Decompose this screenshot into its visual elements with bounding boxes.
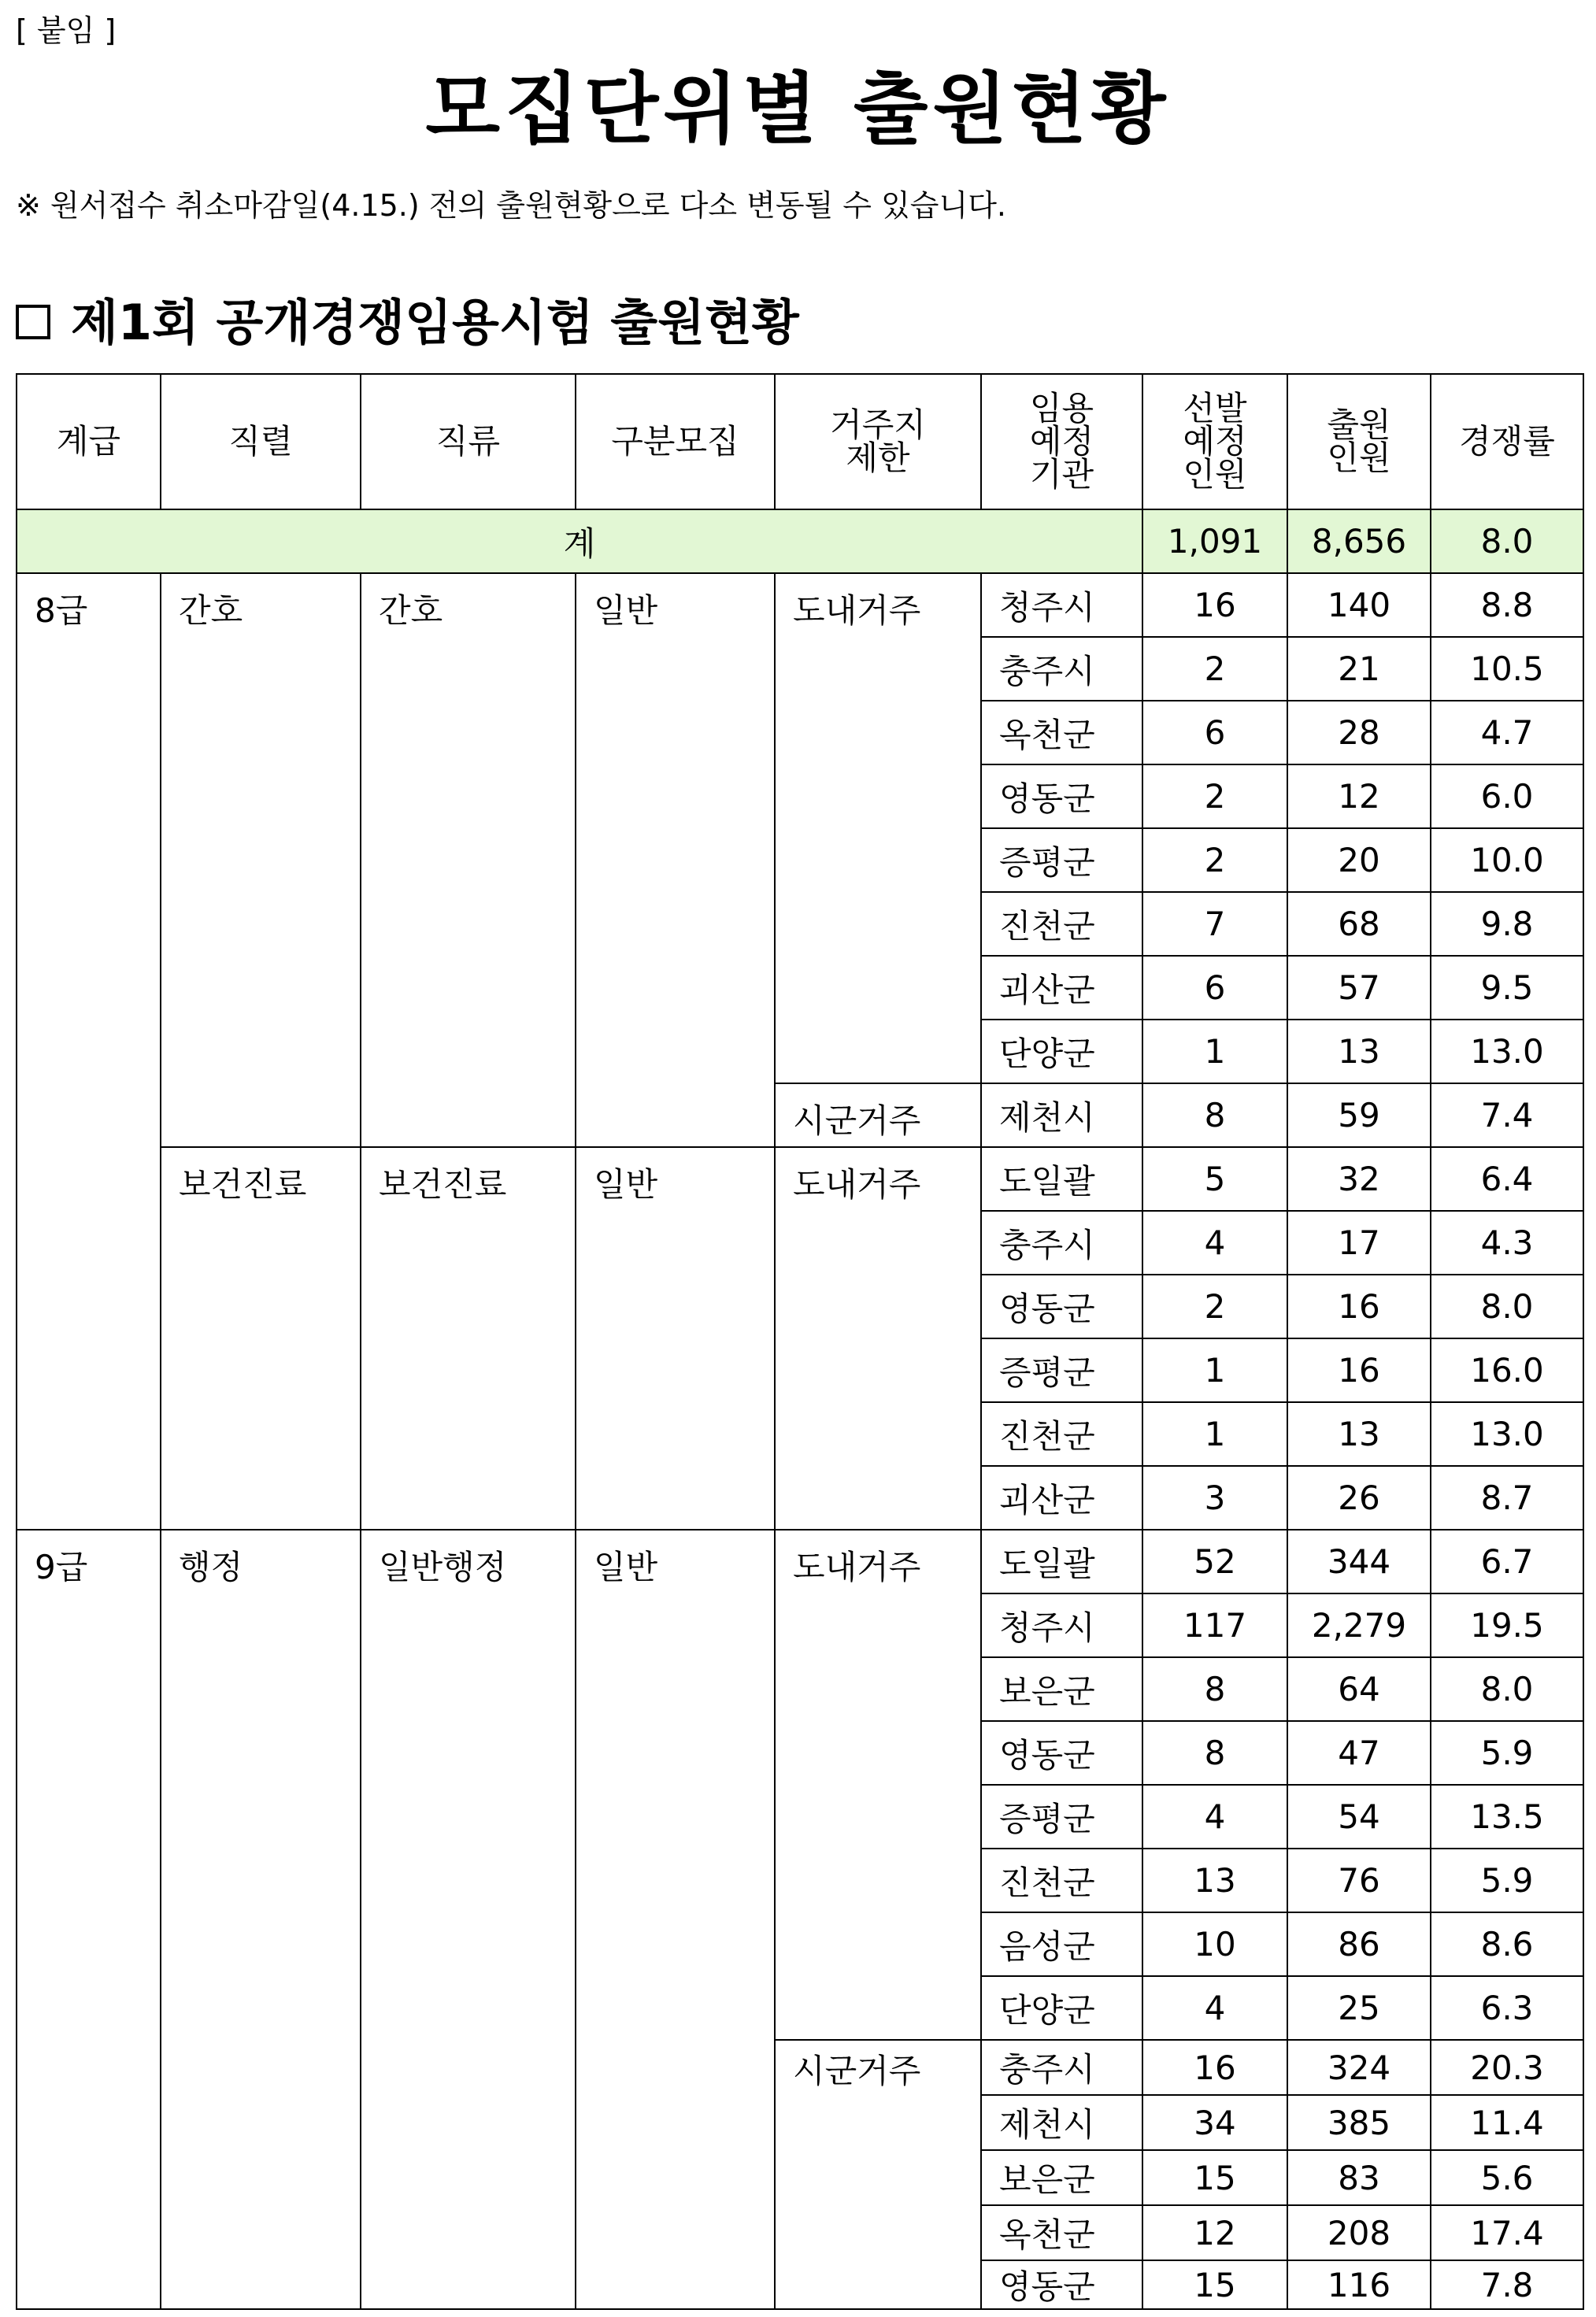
- applicants-cell: 64: [1287, 1657, 1431, 1721]
- planned-cell: 6: [1142, 956, 1287, 1020]
- agency-cell: 도일괄: [981, 1530, 1142, 1593]
- recruit-type-cell: 일반: [576, 1530, 775, 2309]
- header-ratio: 경쟁률: [1431, 374, 1583, 509]
- agency-cell: 진천군: [981, 892, 1142, 956]
- applicants-cell: 32: [1287, 1147, 1431, 1211]
- grade-cell: 8급: [17, 573, 161, 1530]
- table-row: [17, 1147, 1583, 1211]
- ratio-cell: 4.3: [1431, 1211, 1583, 1275]
- ratio-cell: 10.0: [1431, 828, 1583, 892]
- ratio-cell: 11.4: [1431, 2095, 1583, 2150]
- header-applicants: 출원 인원: [1287, 374, 1431, 509]
- notice-text: ※ 원서접수 취소마감일(4.15.) 전의 출원현황으로 다소 변동될 수 있습니다.: [16, 188, 1007, 223]
- applicants-cell: 47: [1287, 1721, 1431, 1785]
- agency-cell: 단양군: [981, 1020, 1142, 1083]
- planned-cell: 2: [1142, 828, 1287, 892]
- planned-cell: 15: [1142, 2260, 1287, 2309]
- header-class: 직류: [361, 374, 576, 509]
- agency-cell: 영동군: [981, 1275, 1142, 1338]
- agency-cell: 청주시: [981, 573, 1142, 637]
- agency-cell: 단양군: [981, 1976, 1142, 2040]
- planned-cell: 2: [1142, 1275, 1287, 1338]
- planned-cell: 2: [1142, 764, 1287, 828]
- agency-cell: 진천군: [981, 1849, 1142, 1912]
- applicants-cell: 116: [1287, 2260, 1431, 2309]
- recruit-type-cell: 일반: [576, 1147, 775, 1530]
- applicants-cell: 13: [1287, 1020, 1431, 1083]
- applicants-cell: 344: [1287, 1530, 1431, 1593]
- applicants-cell: 140: [1287, 573, 1431, 637]
- ratio-cell: 13.0: [1431, 1020, 1583, 1083]
- applicants-cell: 20: [1287, 828, 1431, 892]
- total-label: 계: [17, 509, 1142, 573]
- applicants-cell: 68: [1287, 892, 1431, 956]
- applicants-cell: 13: [1287, 1402, 1431, 1466]
- header-series: 직렬: [161, 374, 361, 509]
- table-row: [17, 573, 1583, 637]
- agency-cell: 제천시: [981, 2095, 1142, 2150]
- agency-cell: 괴산군: [981, 956, 1142, 1020]
- planned-cell: 8: [1142, 1657, 1287, 1721]
- grade-cell: 9급: [17, 1530, 161, 2309]
- header-grade: 계급: [17, 374, 161, 509]
- total-applicants: 8,656: [1287, 509, 1431, 573]
- residence-cell: 시군거주: [775, 2040, 981, 2309]
- planned-cell: 4: [1142, 1785, 1287, 1849]
- recruit-type-cell: 일반: [576, 573, 775, 1147]
- agency-cell: 보은군: [981, 1657, 1142, 1721]
- ratio-cell: 5.9: [1431, 1849, 1583, 1912]
- ratio-cell: 5.6: [1431, 2150, 1583, 2205]
- ratio-cell: 9.8: [1431, 892, 1583, 956]
- agency-cell: 영동군: [981, 1721, 1142, 1785]
- agency-cell: 증평군: [981, 1338, 1142, 1402]
- ratio-cell: 13.5: [1431, 1785, 1583, 1849]
- ratio-cell: 7.8: [1431, 2260, 1583, 2309]
- header-planned: 선발 예정 인원: [1142, 374, 1287, 509]
- class-cell: 간호: [361, 573, 576, 1147]
- series-cell: 보건진료: [161, 1147, 361, 1530]
- planned-cell: 16: [1142, 573, 1287, 637]
- planned-cell: 15: [1142, 2150, 1287, 2205]
- agency-cell: 영동군: [981, 764, 1142, 828]
- applicants-cell: 16: [1287, 1275, 1431, 1338]
- ratio-cell: 8.6: [1431, 1912, 1583, 1976]
- applicants-cell: 26: [1287, 1466, 1431, 1530]
- residence-cell: 도내거주: [775, 573, 981, 1083]
- ratio-cell: 8.8: [1431, 573, 1583, 637]
- planned-cell: 13: [1142, 1849, 1287, 1912]
- planned-cell: 5: [1142, 1147, 1287, 1211]
- planned-cell: 4: [1142, 1976, 1287, 2040]
- applicants-cell: 54: [1287, 1785, 1431, 1849]
- applicants-cell: 25: [1287, 1976, 1431, 2040]
- planned-cell: 2: [1142, 637, 1287, 701]
- planned-cell: 1: [1142, 1020, 1287, 1083]
- applicants-cell: 86: [1287, 1912, 1431, 1976]
- planned-cell: 1: [1142, 1338, 1287, 1402]
- ratio-cell: 8.7: [1431, 1466, 1583, 1530]
- residence-cell: 도내거주: [775, 1530, 981, 2040]
- applicants-cell: 28: [1287, 701, 1431, 764]
- header-residence: 거주지 제한: [775, 374, 981, 509]
- section-title: 제1회 공개경쟁임용시험 출원현황: [71, 294, 799, 351]
- applicant-status-table: [16, 373, 1584, 2310]
- applicants-cell: 76: [1287, 1849, 1431, 1912]
- header-row: [17, 374, 1583, 509]
- agency-cell: 충주시: [981, 2040, 1142, 2095]
- planned-cell: 34: [1142, 2095, 1287, 2150]
- ratio-cell: 6.4: [1431, 1147, 1583, 1211]
- agency-cell: 충주시: [981, 1211, 1142, 1275]
- applicants-cell: 17: [1287, 1211, 1431, 1275]
- agency-cell: 증평군: [981, 1785, 1142, 1849]
- planned-cell: 8: [1142, 1721, 1287, 1785]
- planned-cell: 117: [1142, 1593, 1287, 1657]
- total-planned: 1,091: [1142, 509, 1287, 573]
- planned-cell: 12: [1142, 2205, 1287, 2260]
- table-row: [17, 1530, 1583, 1593]
- ratio-cell: 8.0: [1431, 1275, 1583, 1338]
- section-heading: [16, 283, 799, 353]
- ratio-cell: 6.7: [1431, 1530, 1583, 1593]
- ratio-cell: 6.0: [1431, 764, 1583, 828]
- total-ratio: 8.0: [1431, 509, 1583, 573]
- ratio-cell: 17.4: [1431, 2205, 1583, 2260]
- applicants-cell: 208: [1287, 2205, 1431, 2260]
- applicants-cell: 57: [1287, 956, 1431, 1020]
- ratio-cell: 6.3: [1431, 1976, 1583, 2040]
- applicants-cell: 2,279: [1287, 1593, 1431, 1657]
- agency-cell: 증평군: [981, 828, 1142, 892]
- planned-cell: 4: [1142, 1211, 1287, 1275]
- ratio-cell: 4.7: [1431, 701, 1583, 764]
- agency-cell: 청주시: [981, 1593, 1142, 1657]
- ratio-cell: 16.0: [1431, 1338, 1583, 1402]
- class-cell: 일반행정: [361, 1530, 576, 2309]
- agency-cell: 음성군: [981, 1912, 1142, 1976]
- header-agency: 임용 예정 기관: [981, 374, 1142, 509]
- planned-cell: 1: [1142, 1402, 1287, 1466]
- planned-cell: 8: [1142, 1083, 1287, 1147]
- agency-cell: 도일괄: [981, 1147, 1142, 1211]
- ratio-cell: 9.5: [1431, 956, 1583, 1020]
- ratio-cell: 8.0: [1431, 1657, 1583, 1721]
- planned-cell: 6: [1142, 701, 1287, 764]
- series-cell: 행정: [161, 1530, 361, 2309]
- agency-cell: 제천시: [981, 1083, 1142, 1147]
- agency-cell: 충주시: [981, 637, 1142, 701]
- agency-cell: 옥천군: [981, 2205, 1142, 2260]
- agency-cell: 옥천군: [981, 701, 1142, 764]
- ratio-cell: 7.4: [1431, 1083, 1583, 1147]
- header-recruit-type: 구분모집: [576, 374, 775, 509]
- applicants-cell: 59: [1287, 1083, 1431, 1147]
- applicants-cell: 83: [1287, 2150, 1431, 2205]
- agency-cell: 진천군: [981, 1402, 1142, 1466]
- planned-cell: 10: [1142, 1912, 1287, 1976]
- planned-cell: 7: [1142, 892, 1287, 956]
- planned-cell: 3: [1142, 1466, 1287, 1530]
- ratio-cell: 5.9: [1431, 1721, 1583, 1785]
- ratio-cell: 19.5: [1431, 1593, 1583, 1657]
- agency-cell: 영동군: [981, 2260, 1142, 2309]
- ratio-cell: 10.5: [1431, 637, 1583, 701]
- applicants-cell: 21: [1287, 637, 1431, 701]
- applicants-cell: 16: [1287, 1338, 1431, 1402]
- planned-cell: 52: [1142, 1530, 1287, 1593]
- attachment-label: [ 붙임 ]: [16, 13, 117, 48]
- checkbox-square-icon: [16, 305, 50, 339]
- residence-cell: 시군거주: [775, 1083, 981, 1147]
- ratio-cell: 20.3: [1431, 2040, 1583, 2095]
- agency-cell: 괴산군: [981, 1466, 1142, 1530]
- page-title: 모집단위별 출원현황: [425, 65, 1171, 154]
- ratio-cell: 13.0: [1431, 1402, 1583, 1466]
- total-row: [17, 509, 1583, 573]
- series-cell: 간호: [161, 573, 361, 1147]
- agency-cell: 보은군: [981, 2150, 1142, 2205]
- residence-cell: 도내거주: [775, 1147, 981, 1530]
- applicants-cell: 385: [1287, 2095, 1431, 2150]
- class-cell: 보건진료: [361, 1147, 576, 1530]
- applicants-cell: 324: [1287, 2040, 1431, 2095]
- applicants-cell: 12: [1287, 764, 1431, 828]
- planned-cell: 16: [1142, 2040, 1287, 2095]
